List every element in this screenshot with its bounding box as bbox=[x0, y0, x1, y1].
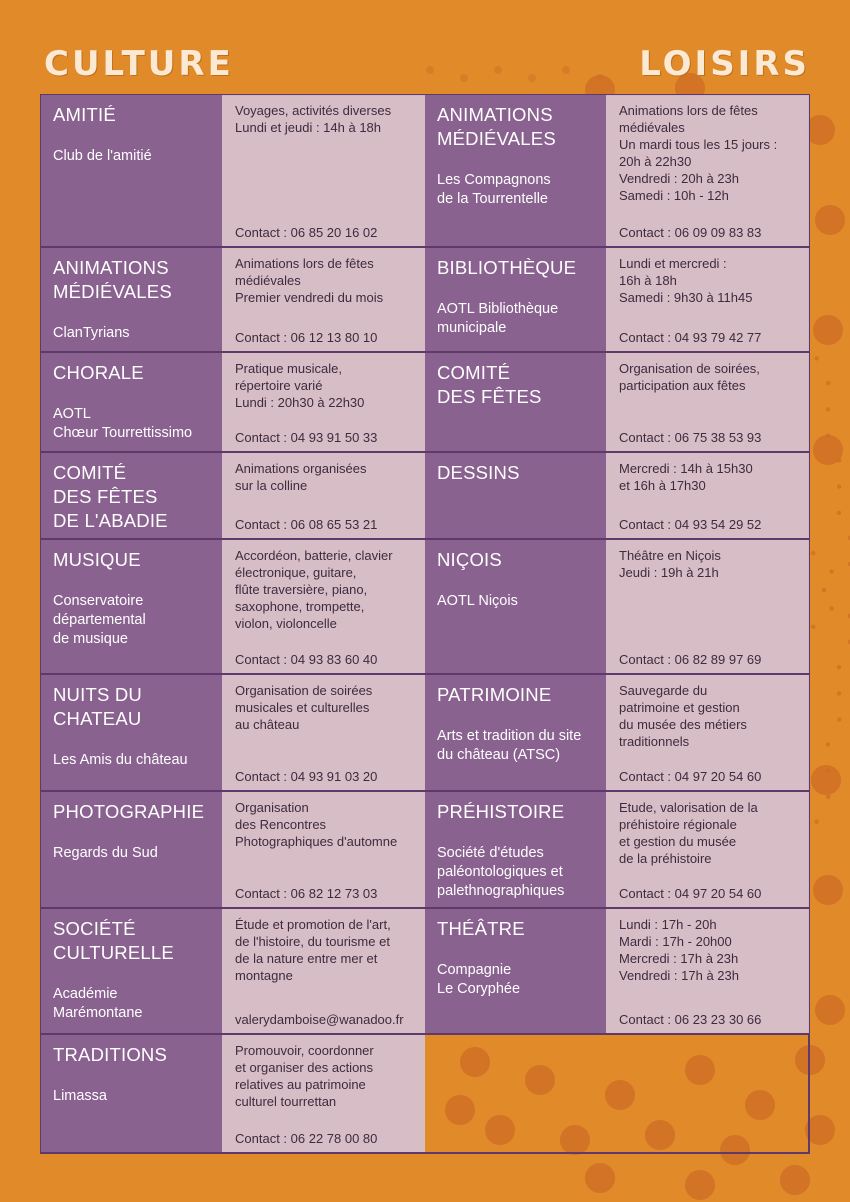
entry-description: Pratique musicale, répertoire varié Lundi : 20h30 à 22h30 bbox=[235, 361, 365, 410]
decorative-dot bbox=[805, 115, 835, 145]
decorative-dot bbox=[525, 1065, 555, 1095]
entry-name-cell bbox=[41, 1035, 222, 1152]
entry-info-cell bbox=[222, 909, 425, 1033]
decorative-dot bbox=[813, 435, 843, 465]
entry-title: SOCIÉTÉ CULTURELLE bbox=[53, 918, 174, 963]
entry-amitie bbox=[41, 95, 425, 248]
entry-description: Animations organisées sur la colline bbox=[235, 461, 367, 493]
entry-description: Étude et promotion de l'art, de l'histoire, du tourisme et de la nature entre mer et montagne bbox=[235, 917, 391, 983]
entry-info-cell bbox=[606, 675, 809, 790]
decorative-dot bbox=[805, 1115, 835, 1145]
entry-organization: Club de l'amitié bbox=[53, 148, 152, 164]
decorative-dot bbox=[813, 315, 843, 345]
decorative-dot bbox=[826, 381, 830, 385]
entry-info-cell bbox=[222, 675, 425, 790]
header-loisirs: LOISIRS bbox=[639, 44, 810, 84]
entry-title: ANIMATIONS MÉDIÉVALES bbox=[53, 257, 172, 302]
entry-organization: AOTL Niçois bbox=[437, 593, 518, 609]
entry-name-cell bbox=[425, 675, 606, 790]
decorative-dot bbox=[837, 717, 841, 721]
entry-name-cell bbox=[425, 792, 606, 907]
decorative-dot bbox=[460, 74, 468, 82]
entry-organization: Société d'études paléontologiques et palethnographiques bbox=[437, 845, 565, 899]
entry-patrimoine bbox=[425, 675, 809, 792]
decorative-dot bbox=[645, 1120, 675, 1150]
entry-contact: Contact : 06 82 12 73 03 bbox=[235, 886, 378, 901]
entry-contact: Contact : 06 09 09 83 83 bbox=[619, 225, 762, 240]
entry-info-cell bbox=[606, 95, 809, 246]
entry-musique bbox=[41, 540, 425, 675]
entry-animations-medievales bbox=[41, 248, 425, 353]
entry-description: Mercredi : 14h à 15h30 et 16h à 17h30 bbox=[619, 461, 753, 493]
entry-contact: Contact : 06 85 20 16 02 bbox=[235, 225, 378, 240]
entry-info-cell bbox=[606, 353, 809, 451]
entry-contact: Contact : 06 08 65 53 21 bbox=[235, 517, 378, 532]
entry-contact: Contact : 06 12 13 80 10 bbox=[235, 330, 378, 345]
entry-contact: Contact : 04 93 91 03 20 bbox=[235, 769, 378, 784]
entry-title: BIBLIOTHÈQUE bbox=[437, 257, 577, 278]
entry-name-cell bbox=[425, 909, 606, 1033]
entry-name-cell bbox=[41, 248, 222, 351]
entry-nicois bbox=[425, 540, 809, 675]
decorative-dot bbox=[837, 665, 841, 669]
decorative-dot bbox=[560, 1125, 590, 1155]
entry-title: COMITÉ DES FÊTES bbox=[437, 362, 542, 407]
entry-description: Accordéon, batterie, clavier électronique, guitare, flûte traversière, piano, saxophone, trompette, violon, violoncelle bbox=[235, 548, 393, 631]
entry-dessins bbox=[425, 453, 809, 540]
entry-description: Théâtre en Niçois Jeudi : 19h à 21h bbox=[619, 548, 721, 580]
entry-organization: Les Amis du château bbox=[53, 752, 188, 768]
entry-name-cell bbox=[425, 95, 606, 246]
entry-contact: Contact : 04 93 83 60 40 bbox=[235, 652, 378, 667]
decorative-dot bbox=[813, 875, 843, 905]
decorative-dot bbox=[837, 484, 841, 488]
entry-contact: Contact : 06 23 23 30 66 bbox=[619, 1012, 762, 1027]
entry-description: Voyages, activités diverses Lundi et jeudi : 14h à 18h bbox=[235, 103, 392, 135]
entry-info-cell bbox=[606, 453, 809, 538]
decorative-dot bbox=[814, 356, 818, 360]
entry-title: DESSINS bbox=[437, 462, 520, 483]
header-culture: CULTURE bbox=[44, 44, 234, 84]
entry-info-cell bbox=[606, 540, 809, 673]
entry-traditions bbox=[41, 1035, 425, 1154]
entry-name-cell bbox=[425, 540, 606, 673]
decorative-dot bbox=[780, 1165, 810, 1195]
entry-organization: AOTL Chœur Tourrettissimo bbox=[53, 406, 193, 441]
decorative-dot bbox=[815, 205, 845, 235]
entry-description: Animations lors de fêtes médiévales Un mardi tous les 15 jours : 20h à 22h30 Vendredi : 20h à 23h Samedi : 10h - 12h bbox=[619, 103, 778, 203]
entry-title: NIÇOIS bbox=[437, 549, 502, 570]
decorative-dot bbox=[585, 1163, 615, 1193]
entry-name-cell bbox=[41, 353, 222, 451]
entry-contact: valerydamboise@wanadoo.fr bbox=[235, 1012, 404, 1027]
entry-contact: Contact : 04 97 20 54 60 bbox=[619, 886, 762, 901]
entry-organization: Les Compagnons de la Tourrentelle bbox=[437, 172, 551, 207]
entry-description: Etude, valorisation de la préhistoire régionale et gestion du musée de la préhistoire bbox=[619, 800, 758, 866]
entry-info-cell bbox=[222, 353, 425, 451]
decorative-dot bbox=[685, 1170, 715, 1200]
decorative-dot bbox=[426, 66, 434, 74]
decorative-dot bbox=[811, 625, 815, 629]
entry-info-cell bbox=[222, 95, 425, 246]
entry-comite-des-fetes-abadie bbox=[41, 453, 425, 540]
entry-societe-culturelle bbox=[41, 909, 425, 1035]
entry-info-cell bbox=[222, 540, 425, 673]
entry-organization: AOTL Bibliothèque municipale bbox=[437, 301, 559, 336]
entry-animations-medievales-tourrentelle bbox=[425, 95, 809, 248]
decorative-dot bbox=[837, 691, 841, 695]
entry-title: PHOTOGRAPHIE bbox=[53, 801, 205, 822]
entry-contact: Contact : 06 22 78 00 80 bbox=[235, 1131, 378, 1146]
decorative-dot bbox=[494, 66, 502, 74]
entry-title: ANIMATIONS MÉDIÉVALES bbox=[437, 104, 556, 149]
entry-organization: ClanTyrians bbox=[53, 325, 130, 341]
decorative-dot bbox=[528, 74, 536, 82]
entry-description: Lundi et mercredi : 16h à 18h Samedi : 9h30 à 11h45 bbox=[619, 256, 753, 305]
decorative-dot bbox=[596, 74, 604, 82]
decorative-dot bbox=[826, 407, 830, 411]
decorative-dot bbox=[811, 551, 815, 555]
entry-organization: Académie Marémontane bbox=[53, 986, 143, 1021]
entry-name-cell bbox=[41, 792, 222, 907]
entry-organization: Arts et tradition du site du château (ATSC) bbox=[437, 728, 582, 763]
entry-title: NUITS DU CHATEAU bbox=[53, 684, 142, 729]
entry-description: Organisation de soirées, participation aux fêtes bbox=[619, 361, 760, 393]
decorative-dot bbox=[685, 1055, 715, 1085]
entry-info-cell bbox=[606, 248, 809, 351]
entry-contact: Contact : 06 75 38 53 93 bbox=[619, 430, 762, 445]
entry-description: Animations lors de fêtes médiévales Premier vendredi du mois bbox=[235, 256, 384, 305]
entry-photographie bbox=[41, 792, 425, 909]
entry-description: Promouvoir, coordonner et organiser des actions relatives au patrimoine culturel tourrettan bbox=[235, 1043, 374, 1109]
decorative-dot bbox=[745, 1090, 775, 1120]
entry-chorale bbox=[41, 353, 425, 453]
entry-info-cell bbox=[606, 792, 809, 907]
decorative-dot bbox=[829, 606, 833, 610]
entry-organization: Conservatoire départemental de musique bbox=[53, 593, 146, 647]
entry-name-cell bbox=[41, 95, 222, 246]
entry-info-cell bbox=[222, 792, 425, 907]
entry-title: THÉÂTRE bbox=[437, 918, 525, 939]
decorative-dot bbox=[485, 1115, 515, 1145]
entry-contact: Contact : 04 93 79 42 77 bbox=[619, 330, 762, 345]
decorative-dot bbox=[795, 1045, 825, 1075]
entry-title: TRADITIONS bbox=[53, 1044, 168, 1065]
entry-info-cell bbox=[222, 248, 425, 351]
entry-name-cell bbox=[41, 453, 222, 538]
entry-name-cell bbox=[41, 909, 222, 1033]
entry-name-cell bbox=[41, 675, 222, 790]
entry-info-cell bbox=[222, 453, 425, 538]
entry-title: COMITÉ DES FÊTES DE L'ABADIE bbox=[53, 462, 168, 531]
decorative-dot bbox=[811, 765, 841, 795]
decorative-dot bbox=[814, 819, 818, 823]
entry-title: PRÉHISTOIRE bbox=[437, 801, 565, 822]
decorative-dot bbox=[826, 795, 830, 799]
entry-title: AMITIÉ bbox=[53, 104, 116, 125]
entry-contact: Contact : 04 93 54 29 52 bbox=[619, 517, 762, 532]
decorative-dot bbox=[826, 742, 830, 746]
decorative-dot bbox=[822, 588, 826, 592]
decorative-dot bbox=[445, 1095, 475, 1125]
decorative-dot bbox=[460, 1047, 490, 1077]
entry-name-cell bbox=[425, 248, 606, 351]
entry-bibliotheque bbox=[425, 248, 809, 353]
decorative-dot bbox=[837, 511, 841, 515]
entry-info-cell bbox=[222, 1035, 425, 1152]
entry-title: PATRIMOINE bbox=[437, 684, 552, 705]
entry-description: Organisation des Rencontres Photographiques d'automne bbox=[235, 800, 398, 849]
entry-title: CHORALE bbox=[53, 362, 144, 383]
entry-prehistoire bbox=[425, 792, 809, 909]
entry-description: Sauvegarde du patrimoine et gestion du musée des métiers traditionnels bbox=[619, 683, 747, 749]
entry-name-cell bbox=[41, 540, 222, 673]
decorative-dot bbox=[720, 1135, 750, 1165]
decorative-dot bbox=[562, 66, 570, 74]
decorative-dot bbox=[605, 1080, 635, 1110]
entry-organization: Limassa bbox=[53, 1088, 107, 1104]
entry-organization: Compagnie Le Coryphée bbox=[437, 962, 521, 997]
entry-contact: Contact : 04 93 91 50 33 bbox=[235, 430, 378, 445]
entry-name-cell bbox=[425, 353, 606, 451]
entry-theatre bbox=[425, 909, 809, 1035]
entry-info-cell bbox=[606, 909, 809, 1033]
decorative-dot bbox=[829, 569, 833, 573]
entry-contact: Contact : 06 82 89 97 69 bbox=[619, 652, 762, 667]
entry-contact: Contact : 04 97 20 54 60 bbox=[619, 769, 762, 784]
entry-description: Lundi : 17h - 20h Mardi : 17h - 20h00 Mercredi : 17h à 23h Vendredi : 17h à 23h bbox=[619, 917, 739, 983]
entry-organization: Regards du Sud bbox=[53, 845, 158, 861]
entry-name-cell bbox=[425, 453, 606, 538]
entry-comite-des-fetes bbox=[425, 353, 809, 453]
entry-description: Organisation de soirées musicales et culturelles au château bbox=[235, 683, 373, 732]
entry-nuits-du-chateau bbox=[41, 675, 425, 792]
decorative-dot bbox=[815, 995, 845, 1025]
entry-title: MUSIQUE bbox=[53, 549, 141, 570]
